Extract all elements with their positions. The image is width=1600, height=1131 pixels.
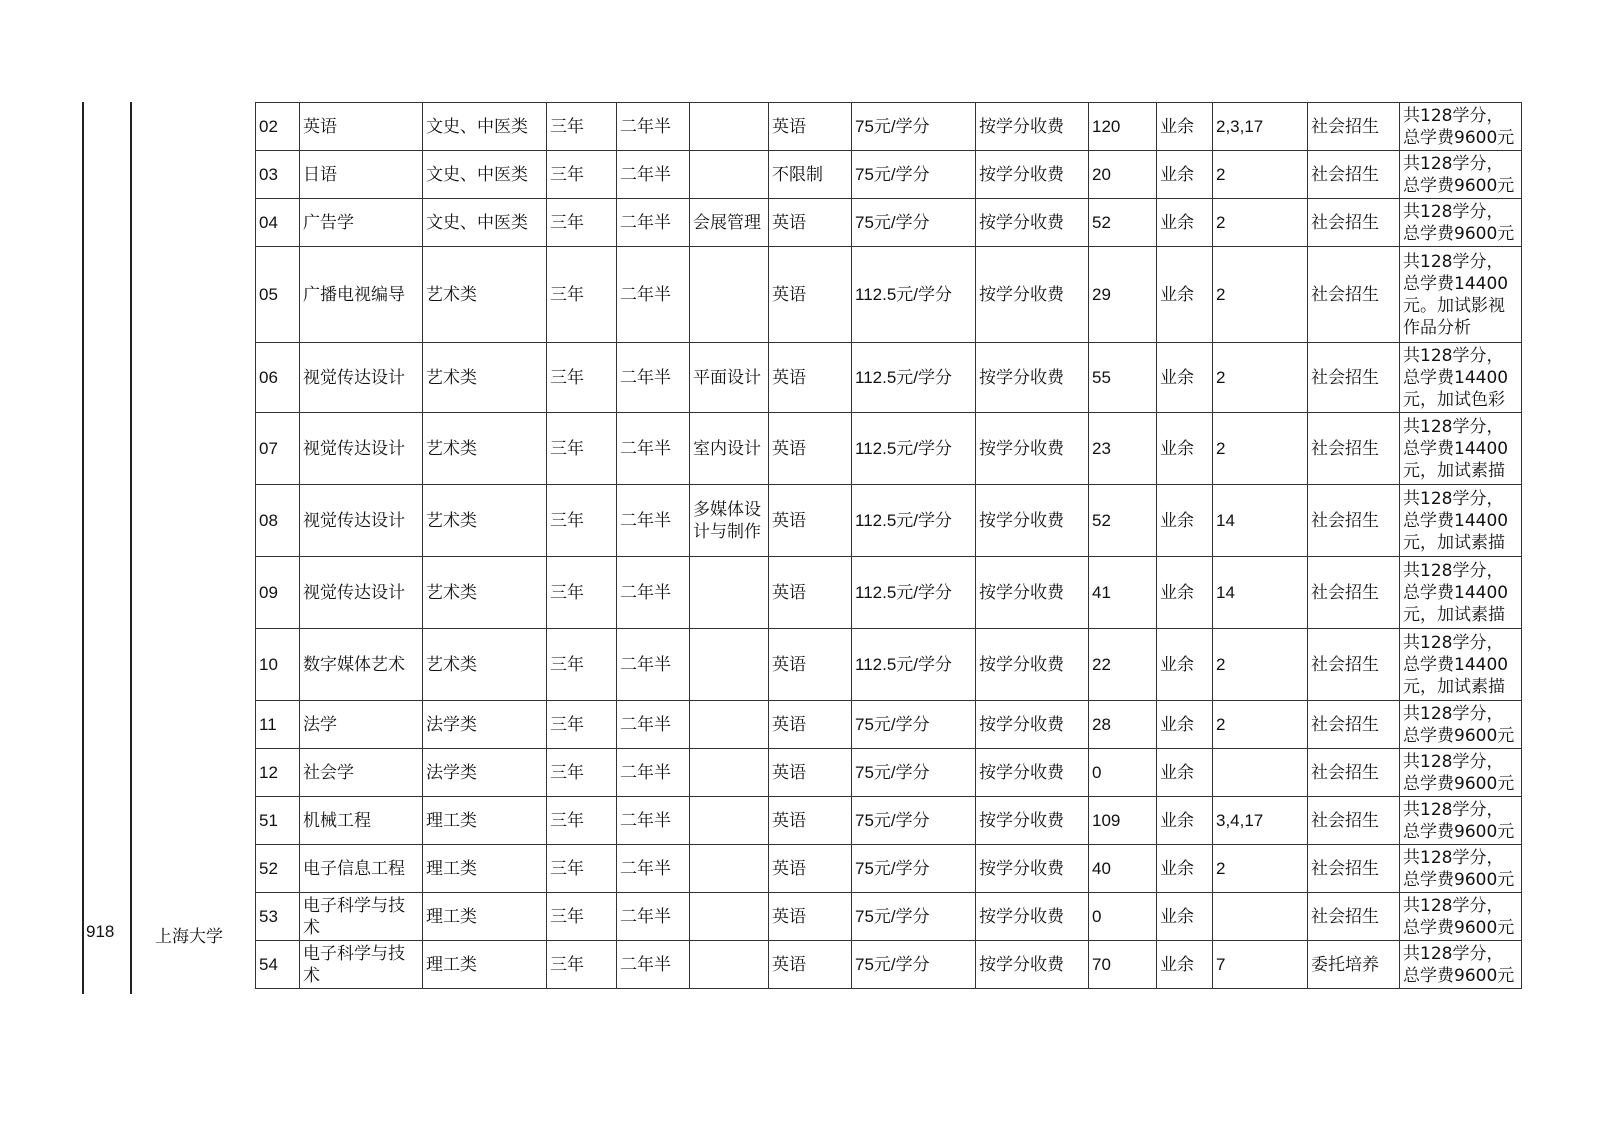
study-form-cell: 业余	[1157, 941, 1213, 989]
system-years-cell: 三年	[547, 941, 617, 989]
enrollment-table	[255, 102, 1522, 989]
credit-price-cell: 112.5元/学分	[852, 343, 976, 413]
study-duration-cell: 二年半	[617, 247, 690, 343]
table-row	[256, 845, 1522, 893]
remarks-cell: 共128学分，总学费14400元，加试素描	[1400, 629, 1522, 701]
study-duration-cell: 二年半	[617, 199, 690, 247]
direction-cell: 多媒体设计与制作	[690, 485, 769, 557]
foreign-language-cell: 英语	[769, 343, 852, 413]
study-duration-cell: 二年半	[617, 557, 690, 629]
direction-cell	[690, 629, 769, 701]
student-source-cell: 社会招生	[1308, 797, 1400, 845]
teaching-sites-cell: 2	[1213, 413, 1308, 485]
program-code-cell: 53	[256, 893, 300, 941]
credit-price-cell: 112.5元/学分	[852, 413, 976, 485]
foreign-language-cell: 英语	[769, 893, 852, 941]
enrollment-quota-cell: 52	[1089, 199, 1157, 247]
foreign-language-cell: 不限制	[769, 151, 852, 199]
category-cell: 文史、中医类	[423, 199, 547, 247]
program-code-cell: 54	[256, 941, 300, 989]
table-row	[256, 941, 1522, 989]
direction-cell	[690, 893, 769, 941]
enrollment-quota-cell: 0	[1089, 893, 1157, 941]
table-row	[256, 749, 1522, 797]
major-name-cell: 视觉传达设计	[300, 557, 423, 629]
remarks-cell: 共128学分，总学费9600元	[1400, 701, 1522, 749]
direction-cell	[690, 103, 769, 151]
student-source-cell: 社会招生	[1308, 485, 1400, 557]
credit-price-cell: 75元/学分	[852, 941, 976, 989]
student-source-cell: 社会招生	[1308, 247, 1400, 343]
category-cell: 艺术类	[423, 629, 547, 701]
program-code-cell: 52	[256, 845, 300, 893]
fee-mode-cell: 按学分收费	[976, 893, 1089, 941]
teaching-sites-cell: 2	[1213, 845, 1308, 893]
teaching-sites-cell: 14	[1213, 485, 1308, 557]
remarks-cell: 共128学分，总学费14400元，加试素描	[1400, 485, 1522, 557]
enrollment-quota-cell: 41	[1089, 557, 1157, 629]
table-row	[256, 151, 1522, 199]
category-cell: 艺术类	[423, 557, 547, 629]
credit-price-cell: 75元/学分	[852, 845, 976, 893]
credit-price-cell: 75元/学分	[852, 893, 976, 941]
study-form-cell: 业余	[1157, 749, 1213, 797]
enrollment-quota-cell: 28	[1089, 701, 1157, 749]
teaching-sites-cell: 7	[1213, 941, 1308, 989]
student-source-cell: 社会招生	[1308, 893, 1400, 941]
enrollment-quota-cell: 29	[1089, 247, 1157, 343]
program-code-cell: 11	[256, 701, 300, 749]
system-years-cell: 三年	[547, 701, 617, 749]
remarks-cell: 共128学分，总学费9600元	[1400, 941, 1522, 989]
student-source-cell: 社会招生	[1308, 413, 1400, 485]
enrollment-quota-cell: 23	[1089, 413, 1157, 485]
system-years-cell: 三年	[547, 199, 617, 247]
remarks-cell: 共128学分，总学费9600元	[1400, 893, 1522, 941]
program-code-cell: 09	[256, 557, 300, 629]
major-name-cell: 法学	[300, 701, 423, 749]
major-name-cell: 视觉传达设计	[300, 485, 423, 557]
enrollment-quota-cell: 22	[1089, 629, 1157, 701]
system-years-cell: 三年	[547, 893, 617, 941]
enrollment-quota-cell: 40	[1089, 845, 1157, 893]
study-form-cell: 业余	[1157, 247, 1213, 343]
credit-price-cell: 75元/学分	[852, 701, 976, 749]
study-form-cell: 业余	[1157, 199, 1213, 247]
study-form-cell: 业余	[1157, 557, 1213, 629]
major-name-cell: 社会学	[300, 749, 423, 797]
category-cell: 理工类	[423, 893, 547, 941]
fee-mode-cell: 按学分收费	[976, 485, 1089, 557]
direction-cell	[690, 151, 769, 199]
program-code-cell: 05	[256, 247, 300, 343]
foreign-language-cell: 英语	[769, 797, 852, 845]
credit-price-cell: 112.5元/学分	[852, 629, 976, 701]
major-name-cell: 电子科学与技术	[300, 893, 423, 941]
category-cell: 理工类	[423, 941, 547, 989]
study-duration-cell: 二年半	[617, 941, 690, 989]
major-name-cell: 机械工程	[300, 797, 423, 845]
study-form-cell: 业余	[1157, 701, 1213, 749]
study-duration-cell: 二年半	[617, 413, 690, 485]
study-form-cell: 业余	[1157, 845, 1213, 893]
enrollment-quota-cell: 109	[1089, 797, 1157, 845]
direction-cell: 会展管理	[690, 199, 769, 247]
study-duration-cell: 二年半	[617, 845, 690, 893]
remarks-cell: 共128学分，总学费14400元，加试素描	[1400, 557, 1522, 629]
student-source-cell: 社会招生	[1308, 701, 1400, 749]
study-duration-cell: 二年半	[617, 701, 690, 749]
system-years-cell: 三年	[547, 629, 617, 701]
credit-price-cell: 112.5元/学分	[852, 485, 976, 557]
enrollment-quota-cell: 52	[1089, 485, 1157, 557]
student-source-cell: 社会招生	[1308, 343, 1400, 413]
enrollment-quota-cell: 0	[1089, 749, 1157, 797]
table-row	[256, 485, 1522, 557]
study-duration-cell: 二年半	[617, 629, 690, 701]
school-column-divider	[130, 102, 132, 994]
teaching-sites-cell: 2,3,17	[1213, 103, 1308, 151]
student-source-cell: 委托培养	[1308, 941, 1400, 989]
program-code-cell: 51	[256, 797, 300, 845]
remarks-cell: 共128学分，总学费14400元，加试色彩	[1400, 343, 1522, 413]
program-code-cell: 12	[256, 749, 300, 797]
study-duration-cell: 二年半	[617, 343, 690, 413]
study-duration-cell: 二年半	[617, 151, 690, 199]
system-years-cell: 三年	[547, 413, 617, 485]
study-duration-cell: 二年半	[617, 797, 690, 845]
system-years-cell: 三年	[547, 845, 617, 893]
major-name-cell: 英语	[300, 103, 423, 151]
foreign-language-cell: 英语	[769, 749, 852, 797]
program-code-cell: 08	[256, 485, 300, 557]
direction-cell	[690, 247, 769, 343]
enrollment-quota-cell: 70	[1089, 941, 1157, 989]
student-source-cell: 社会招生	[1308, 557, 1400, 629]
system-years-cell: 三年	[547, 485, 617, 557]
fee-mode-cell: 按学分收费	[976, 845, 1089, 893]
system-years-cell: 三年	[547, 343, 617, 413]
direction-cell: 室内设计	[690, 413, 769, 485]
remarks-cell: 共128学分，总学费9600元	[1400, 845, 1522, 893]
system-years-cell: 三年	[547, 103, 617, 151]
direction-cell	[690, 701, 769, 749]
program-code-cell: 02	[256, 103, 300, 151]
table-row	[256, 557, 1522, 629]
study-form-cell: 业余	[1157, 343, 1213, 413]
student-source-cell: 社会招生	[1308, 103, 1400, 151]
system-years-cell: 三年	[547, 247, 617, 343]
category-cell: 艺术类	[423, 485, 547, 557]
teaching-sites-cell	[1213, 749, 1308, 797]
table-row	[256, 343, 1522, 413]
system-years-cell: 三年	[547, 749, 617, 797]
major-name-cell: 视觉传达设计	[300, 343, 423, 413]
remarks-cell: 共128学分，总学费14400元。加试影视作品分析	[1400, 247, 1522, 343]
program-code-cell: 10	[256, 629, 300, 701]
category-cell: 文史、中医类	[423, 151, 547, 199]
remarks-cell: 共128学分，总学费9600元	[1400, 151, 1522, 199]
study-form-cell: 业余	[1157, 485, 1213, 557]
student-source-cell: 社会招生	[1308, 199, 1400, 247]
credit-price-cell: 112.5元/学分	[852, 247, 976, 343]
category-cell: 艺术类	[423, 413, 547, 485]
fee-mode-cell: 按学分收费	[976, 941, 1089, 989]
category-cell: 法学类	[423, 749, 547, 797]
major-name-cell: 日语	[300, 151, 423, 199]
program-code-cell: 06	[256, 343, 300, 413]
credit-price-cell: 75元/学分	[852, 103, 976, 151]
system-years-cell: 三年	[547, 151, 617, 199]
fee-mode-cell: 按学分收费	[976, 103, 1089, 151]
foreign-language-cell: 英语	[769, 485, 852, 557]
foreign-language-cell: 英语	[769, 199, 852, 247]
school-code: 918	[86, 922, 115, 941]
foreign-language-cell: 英语	[769, 701, 852, 749]
fee-mode-cell: 按学分收费	[976, 701, 1089, 749]
direction-cell	[690, 845, 769, 893]
study-duration-cell: 二年半	[617, 103, 690, 151]
remarks-cell: 共128学分，总学费9600元	[1400, 797, 1522, 845]
foreign-language-cell: 英语	[769, 557, 852, 629]
credit-price-cell: 75元/学分	[852, 797, 976, 845]
teaching-sites-cell: 2	[1213, 629, 1308, 701]
study-form-cell: 业余	[1157, 797, 1213, 845]
table-row	[256, 701, 1522, 749]
school-name: 上海大学	[155, 927, 223, 947]
teaching-sites-cell	[1213, 893, 1308, 941]
program-code-cell: 03	[256, 151, 300, 199]
remarks-cell: 共128学分，总学费9600元	[1400, 749, 1522, 797]
direction-cell	[690, 557, 769, 629]
teaching-sites-cell: 2	[1213, 151, 1308, 199]
enrollment-quota-cell: 55	[1089, 343, 1157, 413]
table-row	[256, 629, 1522, 701]
program-code-cell: 07	[256, 413, 300, 485]
fee-mode-cell: 按学分收费	[976, 199, 1089, 247]
table-row	[256, 247, 1522, 343]
study-form-cell: 业余	[1157, 151, 1213, 199]
table-row	[256, 103, 1522, 151]
major-name-cell: 电子信息工程	[300, 845, 423, 893]
category-cell: 艺术类	[423, 343, 547, 413]
program-code-cell: 04	[256, 199, 300, 247]
teaching-sites-cell: 2	[1213, 247, 1308, 343]
fee-mode-cell: 按学分收费	[976, 343, 1089, 413]
remarks-cell: 共128学分，总学费9600元	[1400, 199, 1522, 247]
remarks-cell: 共128学分，总学费14400元，加试素描	[1400, 413, 1522, 485]
remarks-cell: 共128学分，总学费9600元	[1400, 103, 1522, 151]
system-years-cell: 三年	[547, 797, 617, 845]
system-years-cell: 三年	[547, 557, 617, 629]
foreign-language-cell: 英语	[769, 941, 852, 989]
direction-cell	[690, 797, 769, 845]
teaching-sites-cell: 3,4,17	[1213, 797, 1308, 845]
major-name-cell: 电子科学与技术	[300, 941, 423, 989]
student-source-cell: 社会招生	[1308, 629, 1400, 701]
direction-cell	[690, 749, 769, 797]
study-form-cell: 业余	[1157, 629, 1213, 701]
fee-mode-cell: 按学分收费	[976, 151, 1089, 199]
direction-cell	[690, 941, 769, 989]
major-name-cell: 广播电视编导	[300, 247, 423, 343]
table-row	[256, 893, 1522, 941]
table-row	[256, 797, 1522, 845]
left-border-line	[82, 102, 84, 994]
table-row	[256, 199, 1522, 247]
category-cell: 理工类	[423, 845, 547, 893]
study-duration-cell: 二年半	[617, 893, 690, 941]
enrollment-quota-cell: 20	[1089, 151, 1157, 199]
fee-mode-cell: 按学分收费	[976, 749, 1089, 797]
enrollment-quota-cell: 120	[1089, 103, 1157, 151]
student-source-cell: 社会招生	[1308, 749, 1400, 797]
fee-mode-cell: 按学分收费	[976, 247, 1089, 343]
fee-mode-cell: 按学分收费	[976, 629, 1089, 701]
student-source-cell: 社会招生	[1308, 845, 1400, 893]
study-duration-cell: 二年半	[617, 749, 690, 797]
student-source-cell: 社会招生	[1308, 151, 1400, 199]
credit-price-cell: 75元/学分	[852, 151, 976, 199]
table-row	[256, 413, 1522, 485]
category-cell: 艺术类	[423, 247, 547, 343]
credit-price-cell: 75元/学分	[852, 749, 976, 797]
category-cell: 文史、中医类	[423, 103, 547, 151]
credit-price-cell: 75元/学分	[852, 199, 976, 247]
foreign-language-cell: 英语	[769, 629, 852, 701]
study-form-cell: 业余	[1157, 103, 1213, 151]
teaching-sites-cell: 2	[1213, 343, 1308, 413]
credit-price-cell: 112.5元/学分	[852, 557, 976, 629]
foreign-language-cell: 英语	[769, 103, 852, 151]
major-name-cell: 数字媒体艺术	[300, 629, 423, 701]
fee-mode-cell: 按学分收费	[976, 557, 1089, 629]
study-form-cell: 业余	[1157, 893, 1213, 941]
study-form-cell: 业余	[1157, 413, 1213, 485]
foreign-language-cell: 英语	[769, 845, 852, 893]
foreign-language-cell: 英语	[769, 413, 852, 485]
fee-mode-cell: 按学分收费	[976, 797, 1089, 845]
teaching-sites-cell: 2	[1213, 199, 1308, 247]
fee-mode-cell: 按学分收费	[976, 413, 1089, 485]
teaching-sites-cell: 2	[1213, 701, 1308, 749]
teaching-sites-cell: 14	[1213, 557, 1308, 629]
major-name-cell: 视觉传达设计	[300, 413, 423, 485]
category-cell: 理工类	[423, 797, 547, 845]
category-cell: 法学类	[423, 701, 547, 749]
direction-cell: 平面设计	[690, 343, 769, 413]
major-name-cell: 广告学	[300, 199, 423, 247]
foreign-language-cell: 英语	[769, 247, 852, 343]
study-duration-cell: 二年半	[617, 485, 690, 557]
